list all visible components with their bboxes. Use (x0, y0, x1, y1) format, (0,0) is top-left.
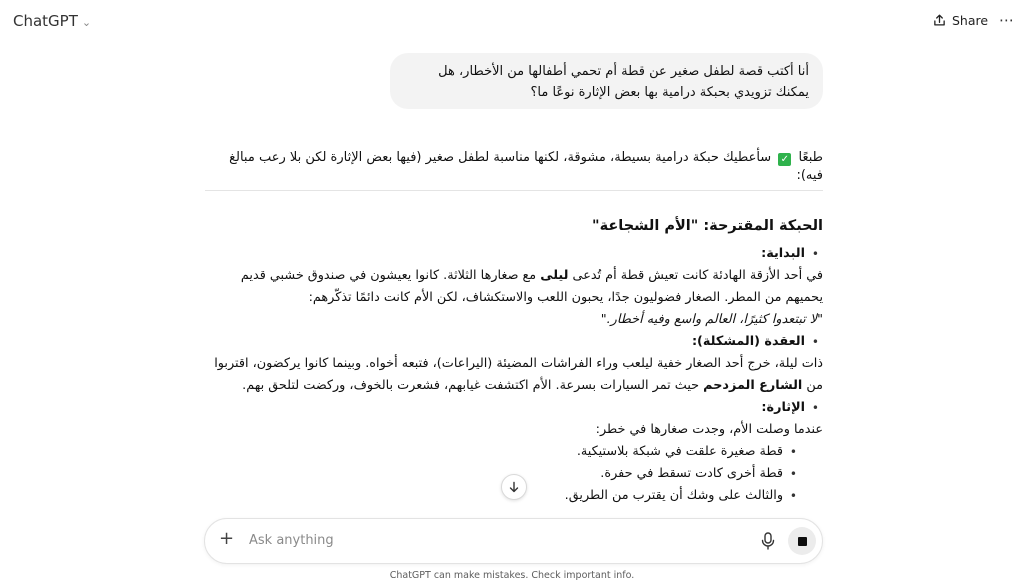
top-bar (0, 0, 1015, 44)
stop-generating-button[interactable] (788, 527, 816, 555)
excitement-paragraph: عندما وصلت الأم، وجدت صغارها في خطر: (595, 422, 823, 437)
dangers-list (205, 441, 801, 507)
beginning-text-part-1: في أحد الأزقة الهادئة كانت تعيش قطة أم تُدعى (572, 268, 823, 283)
intro-text-start: طبعًا (798, 150, 823, 165)
plus-icon[interactable]: + (219, 528, 235, 549)
share-label: Share (952, 13, 989, 28)
beginning-text-part-2: مع صغارها الثلاثة. كانوا يعيشون في صندوق خشبي قديم يحميهم من المطر. الصغار فضوليون جدًا، يحبون اللعب والاستكشاف، لكن الأم كانت دائمًا تذكّرهم: (240, 268, 823, 305)
list-item-excitement (205, 397, 823, 419)
list-item-beginning (205, 243, 823, 265)
app-title: ChatGPT (13, 12, 78, 30)
share-icon (933, 14, 946, 27)
cat-name: ليلى (540, 268, 569, 283)
assistant-intro (205, 149, 823, 185)
conflict-text-part-2: حيث تمر السيارات بسرعة. الأم اكتشفت غيابهم، فشعرت بالخوف، وركضت لتلحق بهم. (242, 378, 700, 393)
quote-text: "لا تبتعدوا كثيرًا، العالم واسع وفيه أخطار." (600, 312, 823, 327)
plot-heading: الحبكة المقترحة: "الأم الشجاعة" (592, 218, 823, 234)
list-item-conflict (205, 331, 823, 353)
stop-icon (798, 537, 807, 546)
danger-item: • قطة صغيرة علقت في شبكة بلاستيكية. (205, 441, 801, 463)
conflict-paragraph (205, 353, 823, 397)
check-mark-icon: ✓ (778, 153, 791, 166)
share-button[interactable] (933, 13, 988, 28)
scroll-to-bottom-button[interactable] (501, 474, 527, 500)
assistant-response-body (205, 243, 823, 507)
danger-item: • والثالث على وشك أن يقترب من الطريق. (205, 485, 801, 507)
disclaimer-text: ChatGPT can make mistakes. Check important info. (389, 570, 635, 581)
arrow-down-icon (508, 481, 520, 493)
chevron-down-icon: ⌄ (81, 15, 92, 29)
busy-street-text: الشارع المزدحم (703, 378, 803, 393)
danger-item: • قطة أخرى كادت تسقط في حفرة. (205, 463, 801, 485)
beginning-paragraph (205, 265, 823, 309)
user-message-bubble (390, 53, 823, 109)
intro-text-rest: سأعطيك حبكة درامية بسيطة، مشوقة، لكنها مناسبة لطفل صغير (فيها بعض الإثارة لكن بلا رعب مبالغ فيه): (229, 150, 823, 183)
beginning-quote (205, 309, 823, 331)
divider (205, 190, 823, 191)
message-composer (204, 518, 823, 564)
model-selector[interactable] (13, 12, 91, 30)
more-options-button[interactable]: ⋯ (999, 11, 1015, 29)
excitement-label: الإثارة: (761, 400, 805, 415)
conflict-text-part-1: ذات ليلة، خرج أحد الصغار خفية ليلعب وراء الفراشات المضيئة (اليراعات)، فتبعه أخواه. وبينما كانوا يركضون، اقتربوا من (214, 356, 823, 393)
prompt-input[interactable] (247, 532, 731, 549)
microphone-icon[interactable] (760, 531, 776, 551)
user-message-text: أنا أكتب قصة لطفل صغير عن قطة أم تحمي أطفالها من الأخطار، هل يمكنك تزويدي بحبكة درامية بها بعض الإثارة نوعًا ما؟ (438, 64, 809, 100)
conflict-label: العقدة (المشكلة): (691, 334, 805, 349)
beginning-label: البداية: (761, 246, 805, 261)
